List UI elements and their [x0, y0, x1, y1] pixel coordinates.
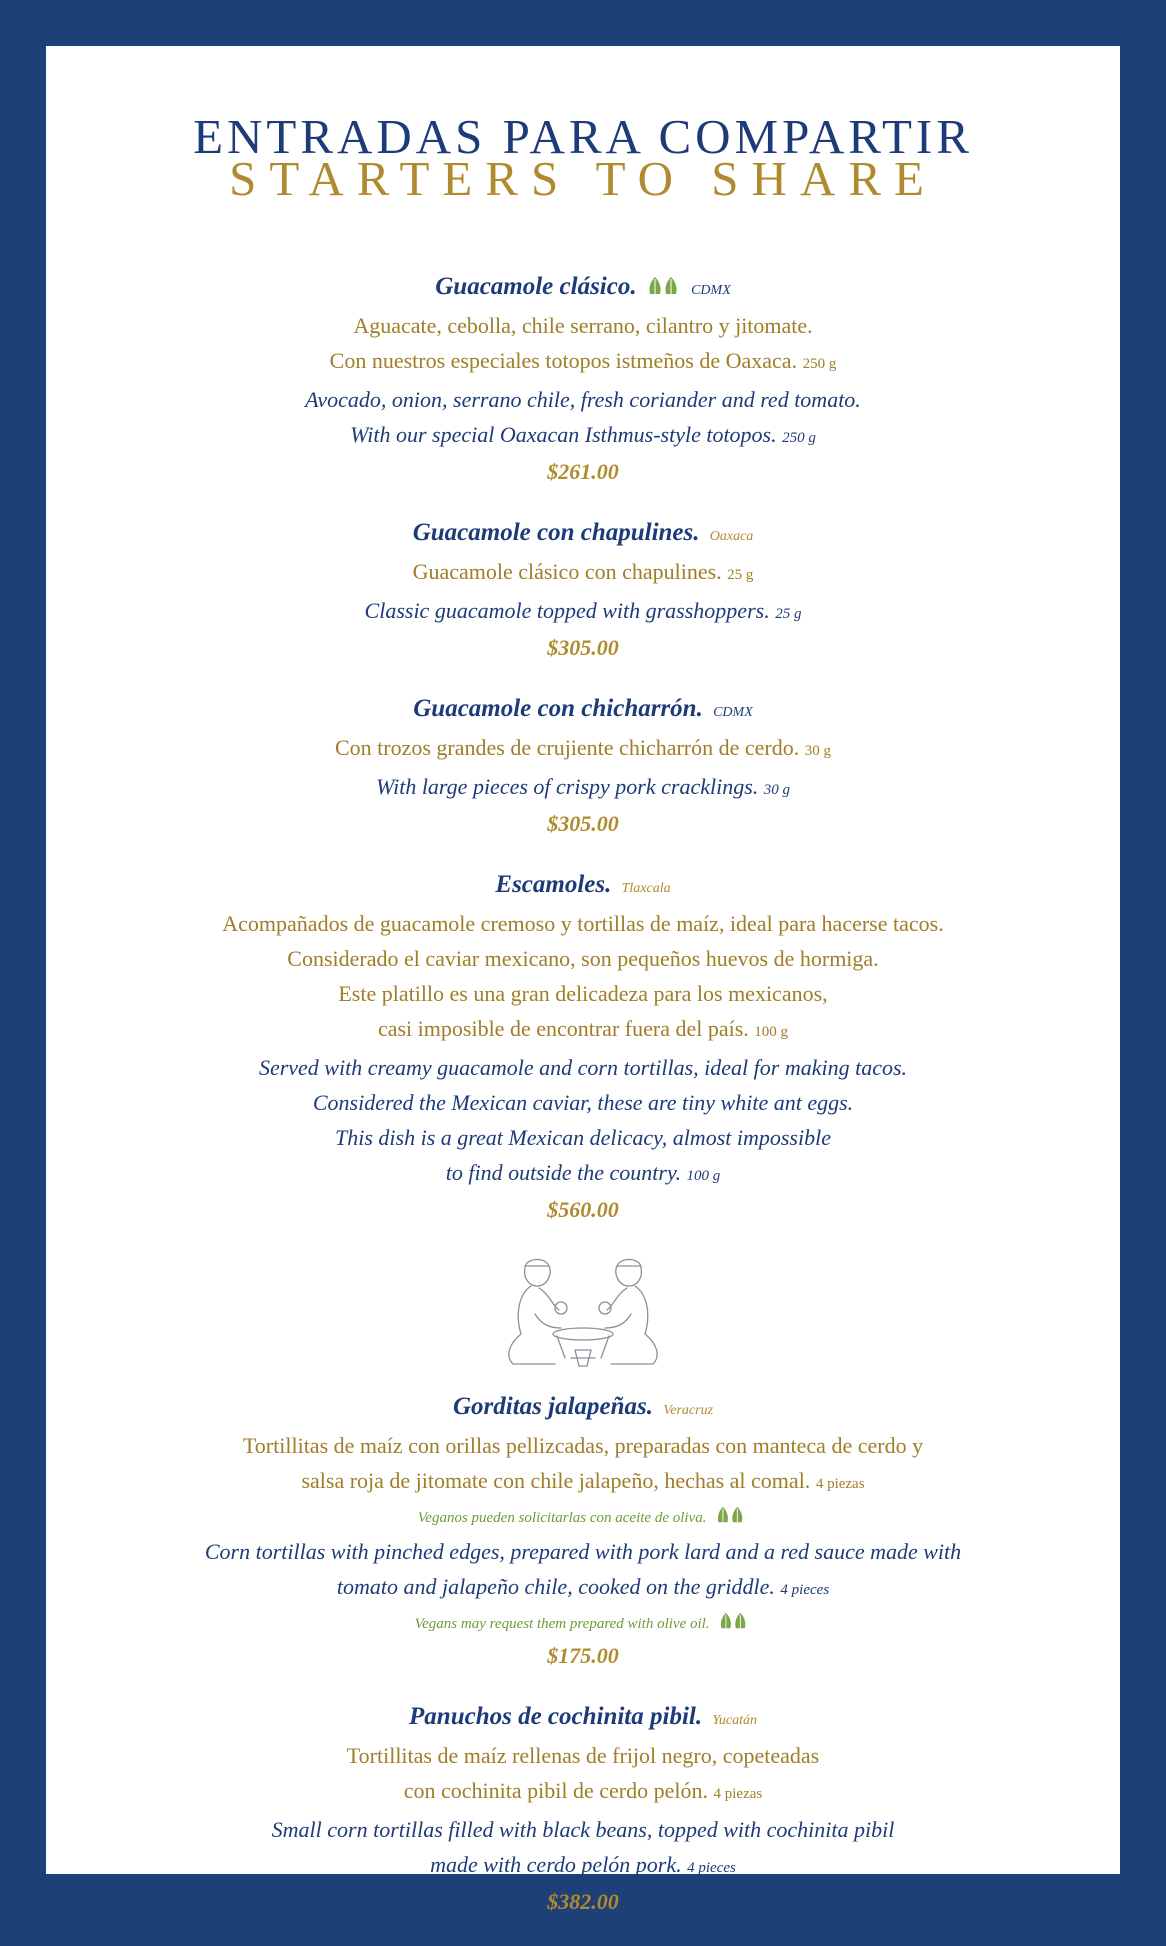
item-title-row [46, 692, 1120, 730]
vegan-note-en: Vegans may request them prepared with olive oil. [46, 1608, 1120, 1640]
item-region: CDMX [713, 705, 753, 720]
qty-es: 4 piezas [713, 1786, 763, 1802]
qty-en: 30 g [763, 782, 791, 798]
item-price: $305.00 [547, 811, 619, 836]
item-region: Oaxaca [709, 529, 754, 544]
item-title-row [46, 868, 1120, 906]
item-region: Yucatán [712, 1713, 757, 1728]
desc-en-line: With large pieces of crispy pork cracklings. 30 g [375, 774, 791, 799]
desc-es-line: Tortillitas de maíz con orillas pellizcadas, preparadas con manteca de cerdo y [242, 1433, 924, 1458]
item-title-row [46, 1700, 1120, 1738]
item-name: Gorditas jalapeñas. [452, 1393, 653, 1420]
desc-en-line: Avocado, onion, serrano chile, fresh coriander and red tomato. [305, 387, 861, 412]
vegan-leaf-icon [647, 276, 681, 296]
desc-en-line: Classic guacamole topped with grasshoppers. 25 g [364, 598, 802, 623]
item-name: Guacamole con chapulines. [412, 519, 700, 546]
desc-en-line: to find outside the country. 100 g [445, 1160, 721, 1185]
qty-en: 4 pieces [780, 1582, 830, 1598]
qty-es: 250 g [802, 356, 837, 372]
item-price: $382.00 [547, 1889, 619, 1914]
item-title-row [46, 270, 1120, 308]
qty-es: 4 piezas [815, 1476, 865, 1492]
item-price: $560.00 [547, 1197, 619, 1222]
qty-en: 250 g [782, 430, 816, 446]
desc-en-line: With our special Oaxacan Isthmus-style totopos. 250 g [350, 422, 816, 447]
title-spanish: ENTRADAS PARA COMPARTIR [193, 109, 973, 164]
menu-item-guacamole-chicharron [46, 692, 1120, 840]
desc-es-line: Guacamole clásico con chapulines. 25 g [412, 559, 754, 584]
desc-es-line: Este platillo es una gran delicadeza para los mexicanos, [338, 981, 828, 1006]
desc-es-line: Aguacate, cebolla, chile serrano, cilantro y jitomate. [353, 313, 813, 338]
item-name: Guacamole con chicharrón. [413, 695, 703, 722]
desc-en-line: Small corn tortillas filled with black beans, topped with cochinita pibil [271, 1817, 895, 1842]
item-name: Panuchos de cochinita pibil. [409, 1703, 703, 1730]
qty-es: 30 g [804, 743, 831, 759]
desc-es-line: con cochinita pibil de cerdo pelón. 4 piezas [403, 1778, 763, 1803]
desc-en-line: This dish is a great Mexican delicacy, almost impossible [335, 1125, 831, 1150]
menu-page [46, 46, 1120, 1914]
qty-en: 4 pieces [687, 1860, 736, 1876]
item-region: CDMX [691, 283, 731, 298]
item-title-row [46, 516, 1120, 554]
vegan-leaf-icon [714, 1506, 748, 1524]
desc-en-line: made with cerdo pelón pork. 4 pieces [430, 1852, 736, 1877]
qty-es: 100 g [754, 1024, 789, 1040]
desc-en-line: Considered the Mexican caviar, these are tiny white ant eggs. [312, 1090, 854, 1115]
item-price: $305.00 [547, 635, 619, 660]
qty-en: 25 g [775, 606, 802, 622]
item-name: Escamoles. [495, 871, 612, 898]
desc-en-line: tomato and jalapeño chile, cooked on the griddle. 4 pieces [336, 1574, 830, 1599]
qty-en: 100 g [686, 1168, 721, 1184]
vegan-note-es: Veganos pueden solicitarlas con aceite de oliva. [46, 1502, 1120, 1534]
desc-es-line: casi imposible de encontrar fuera del país. 100 g [377, 1016, 789, 1041]
desc-es-line: Con trozos grandes de crujiente chicharrón de cerdo. 30 g [334, 735, 831, 760]
item-name: Guacamole clásico. [435, 273, 637, 300]
menu-item-guacamole-clasico [46, 270, 1120, 488]
title-english: STARTERS TO SHARE [229, 151, 937, 206]
desc-es-line: salsa roja de jitomate con chile jalapeño, hechas al comal. 4 piezas [301, 1468, 865, 1493]
item-region: Tlaxcala [621, 881, 671, 896]
menu-item-guacamole-chapulines [46, 516, 1120, 664]
desc-es-line: Considerado el caviar mexicano, son pequeños huevos de hormiga. [287, 946, 879, 971]
menu-item-panuchos [46, 1700, 1120, 1918]
two-figures-illustration [495, 1254, 671, 1372]
item-region: Veracruz [663, 1403, 714, 1418]
menu-item-gorditas-jalapenas [46, 1390, 1120, 1672]
menu-header [46, 109, 1120, 206]
vegan-leaf-icon [717, 1612, 751, 1630]
qty-es: 25 g [727, 567, 754, 583]
desc-en-line: Corn tortillas with pinched edges, prepared with pork lard and a red sauce made with [204, 1539, 962, 1564]
item-price: $261.00 [547, 459, 619, 484]
desc-en-line: Served with creamy guacamole and corn tortillas, ideal for making tacos. [258, 1055, 908, 1080]
desc-es-line: Con nuestros especiales totopos istmeños de Oaxaca. 250 g [329, 348, 837, 373]
menu-item-escamoles [46, 868, 1120, 1226]
item-price: $175.00 [547, 1643, 619, 1668]
desc-es-line: Acompañados de guacamole cremoso y tortillas de maíz, ideal para hacerse tacos. [222, 911, 944, 936]
item-title-row [46, 1390, 1120, 1428]
desc-es-line: Tortillitas de maíz rellenas de frijol negro, copeteadas [346, 1743, 820, 1768]
menu-list [46, 270, 1120, 1946]
